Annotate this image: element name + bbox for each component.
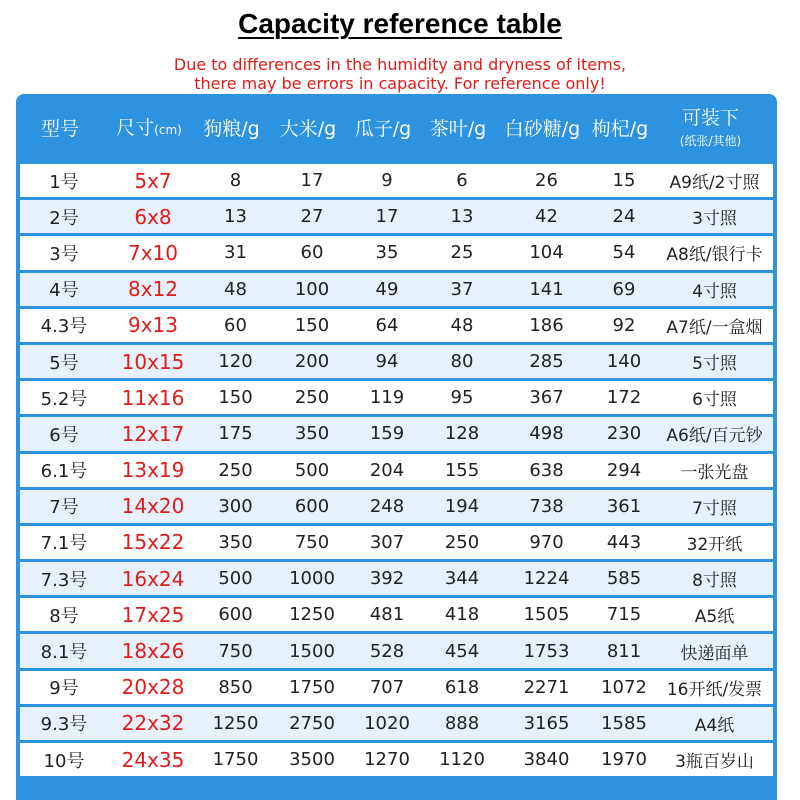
capacity-cell: 1750 bbox=[289, 676, 335, 698]
header-label: 枸杞/g bbox=[591, 118, 649, 140]
model-cell: 8号 bbox=[49, 605, 79, 627]
header-unit: (cm) bbox=[154, 123, 182, 137]
header-sublabel: (纸张/其他) bbox=[679, 133, 742, 148]
capacity-cell: 707 bbox=[369, 676, 405, 698]
capacity-cell: 344 bbox=[444, 568, 480, 590]
fits-cell: A4纸 bbox=[694, 715, 735, 736]
model-cell: 1号 bbox=[49, 171, 79, 193]
capacity-cell: 140 bbox=[606, 351, 642, 373]
capacity-cell: 600 bbox=[294, 495, 330, 517]
capacity-cell: 42 bbox=[535, 206, 558, 228]
header-cell bbox=[588, 94, 652, 164]
capacity-cell: 618 bbox=[444, 676, 480, 698]
table-row bbox=[20, 598, 773, 634]
size-cell: 11x16 bbox=[121, 385, 185, 410]
capacity-cell: 250 bbox=[444, 531, 480, 553]
capacity-cell: 49 bbox=[375, 278, 399, 300]
capacity-cell: 150 bbox=[294, 314, 330, 336]
capacity-cell: 13 bbox=[450, 206, 474, 228]
fits-cell: A7纸/一盒烟 bbox=[666, 317, 763, 338]
capacity-cell: 155 bbox=[444, 459, 480, 481]
capacity-table bbox=[16, 94, 777, 800]
capacity-cell: 1000 bbox=[289, 568, 335, 590]
capacity-cell: 94 bbox=[375, 351, 399, 373]
header-label: 可装下 bbox=[681, 106, 739, 129]
capacity-cell: 250 bbox=[218, 459, 253, 481]
size-cell: 24x35 bbox=[121, 747, 185, 772]
header-label: 瓜子/g bbox=[354, 118, 412, 140]
header-cell bbox=[269, 94, 347, 164]
capacity-cell: 361 bbox=[606, 495, 642, 517]
capacity-cell: 250 bbox=[294, 387, 330, 409]
model-cell: 2号 bbox=[49, 207, 79, 229]
capacity-cell: 13 bbox=[224, 206, 247, 228]
capacity-cell: 25 bbox=[450, 242, 474, 264]
table-row bbox=[20, 707, 773, 743]
capacity-cell: 3840 bbox=[523, 749, 570, 771]
header-cell bbox=[652, 94, 769, 164]
header-label: 茶叶/g bbox=[429, 118, 487, 140]
title-text: Capacity reference table bbox=[238, 8, 562, 39]
table-body bbox=[20, 164, 773, 779]
header-cell bbox=[497, 94, 588, 164]
capacity-cell: 8 bbox=[229, 170, 242, 192]
capacity-cell: 248 bbox=[369, 495, 405, 517]
fits-cell: 16开纸/发票 bbox=[666, 679, 763, 700]
capacity-cell: 200 bbox=[294, 351, 330, 373]
size-cell: 18x26 bbox=[121, 639, 185, 664]
fits-cell: 32开纸 bbox=[686, 534, 743, 555]
capacity-cell: 2750 bbox=[289, 712, 335, 734]
header-label-group bbox=[116, 118, 182, 140]
size-cell: 14x20 bbox=[121, 494, 185, 519]
capacity-cell: 2271 bbox=[523, 676, 570, 698]
fits-cell: 一张光盘 bbox=[680, 462, 749, 483]
table-row bbox=[20, 309, 773, 345]
capacity-cell: 1270 bbox=[364, 749, 410, 771]
capacity-cell: 100 bbox=[294, 278, 330, 300]
capacity-cell: 294 bbox=[606, 459, 642, 481]
capacity-cell: 811 bbox=[606, 640, 642, 662]
capacity-cell: 1753 bbox=[523, 640, 570, 662]
size-cell: 12x17 bbox=[121, 421, 185, 446]
capacity-cell: 3500 bbox=[289, 749, 335, 771]
model-cell: 9.3号 bbox=[40, 714, 88, 736]
capacity-cell: 26 bbox=[535, 170, 558, 192]
capacity-cell: 350 bbox=[218, 531, 253, 553]
capacity-cell: 1750 bbox=[212, 749, 259, 771]
model-cell: 3号 bbox=[49, 243, 79, 265]
header-cell bbox=[16, 94, 104, 164]
size-cell: 16x24 bbox=[121, 566, 185, 591]
capacity-cell: 17 bbox=[375, 206, 399, 228]
capacity-cell: 638 bbox=[529, 459, 564, 481]
model-cell: 7号 bbox=[49, 497, 79, 519]
capacity-cell: 6 bbox=[456, 170, 468, 192]
capacity-cell: 500 bbox=[294, 459, 330, 481]
capacity-cell: 48 bbox=[224, 278, 247, 300]
header-cell bbox=[347, 94, 419, 164]
model-cell: 5号 bbox=[49, 352, 79, 374]
size-cell: 10x15 bbox=[121, 349, 185, 374]
fits-cell: 快递面单 bbox=[680, 643, 749, 664]
table-row bbox=[20, 417, 773, 453]
table-row bbox=[20, 526, 773, 562]
capacity-cell: 350 bbox=[294, 423, 330, 445]
fits-cell: 8寸照 bbox=[692, 571, 737, 592]
disclaimer bbox=[0, 55, 800, 93]
capacity-cell: 175 bbox=[218, 423, 253, 445]
model-cell: 8.1号 bbox=[40, 642, 88, 664]
model-cell: 6.1号 bbox=[40, 461, 88, 483]
capacity-cell: 1250 bbox=[212, 712, 259, 734]
header-label: 大米/g bbox=[279, 118, 337, 140]
capacity-cell: 285 bbox=[529, 351, 564, 373]
capacity-cell: 3165 bbox=[523, 712, 570, 734]
table-row bbox=[20, 634, 773, 670]
model-cell: 7.3号 bbox=[40, 569, 88, 591]
capacity-cell: 1120 bbox=[439, 749, 485, 771]
fits-cell: 4寸照 bbox=[692, 281, 737, 302]
capacity-cell: 392 bbox=[369, 568, 405, 590]
fits-cell: 7寸照 bbox=[692, 498, 737, 519]
fits-cell: 6寸照 bbox=[692, 390, 737, 411]
capacity-cell: 1500 bbox=[289, 640, 335, 662]
capacity-cell: 418 bbox=[444, 604, 480, 626]
capacity-cell: 230 bbox=[606, 423, 642, 445]
capacity-cell: 970 bbox=[529, 531, 564, 553]
capacity-cell: 186 bbox=[529, 314, 564, 336]
size-cell: 20x28 bbox=[121, 675, 185, 700]
model-cell: 6号 bbox=[49, 424, 79, 446]
capacity-cell: 1072 bbox=[601, 676, 647, 698]
capacity-cell: 498 bbox=[529, 423, 564, 445]
capacity-cell: 9 bbox=[381, 170, 393, 192]
size-cell: 22x32 bbox=[121, 711, 185, 736]
fits-cell: A5纸 bbox=[694, 607, 735, 628]
table-row bbox=[20, 743, 773, 779]
header-cell bbox=[419, 94, 497, 164]
model-cell: 4.3号 bbox=[40, 316, 88, 338]
capacity-cell: 1250 bbox=[289, 604, 335, 626]
capacity-cell: 119 bbox=[369, 387, 405, 409]
header-label: 型号 bbox=[40, 118, 79, 140]
capacity-cell: 738 bbox=[529, 495, 564, 517]
capacity-cell: 585 bbox=[606, 568, 642, 590]
model-cell: 10号 bbox=[43, 750, 85, 772]
size-cell: 15x22 bbox=[121, 530, 185, 555]
capacity-cell: 1020 bbox=[364, 712, 410, 734]
capacity-cell: 92 bbox=[612, 314, 636, 336]
table-row bbox=[20, 381, 773, 417]
capacity-cell: 850 bbox=[218, 676, 253, 698]
capacity-cell: 367 bbox=[529, 387, 564, 409]
capacity-cell: 54 bbox=[612, 242, 636, 264]
table-header bbox=[16, 94, 777, 164]
size-cell: 5x7 bbox=[134, 168, 172, 193]
size-cell: 17x25 bbox=[121, 602, 185, 627]
table-row bbox=[20, 273, 773, 309]
capacity-cell: 528 bbox=[369, 640, 405, 662]
size-cell: 8x12 bbox=[127, 277, 178, 302]
table-row bbox=[20, 236, 773, 272]
table-row bbox=[20, 562, 773, 598]
header-label: 狗粮/g bbox=[203, 118, 260, 140]
capacity-cell: 750 bbox=[294, 531, 330, 553]
header-label: 尺寸 bbox=[116, 117, 155, 139]
capacity-cell: 150 bbox=[218, 387, 253, 409]
capacity-cell: 95 bbox=[450, 387, 474, 409]
capacity-cell: 750 bbox=[218, 640, 253, 662]
capacity-cell: 159 bbox=[369, 423, 405, 445]
model-cell: 4号 bbox=[49, 280, 79, 302]
fits-cell: 5寸照 bbox=[692, 354, 737, 375]
capacity-cell: 600 bbox=[218, 604, 253, 626]
capacity-cell: 204 bbox=[369, 459, 405, 481]
capacity-cell: 17 bbox=[300, 170, 324, 192]
capacity-cell: 128 bbox=[444, 423, 480, 445]
capacity-cell: 1505 bbox=[523, 604, 570, 626]
capacity-cell: 15 bbox=[612, 170, 636, 192]
capacity-cell: 64 bbox=[375, 314, 399, 336]
capacity-cell: 31 bbox=[224, 242, 247, 264]
capacity-cell: 1585 bbox=[601, 712, 647, 734]
model-cell: 9号 bbox=[49, 678, 79, 700]
table-row bbox=[20, 345, 773, 381]
table-row bbox=[20, 490, 773, 526]
size-cell: 13x19 bbox=[121, 458, 185, 483]
fits-cell: A6纸/百元钞 bbox=[666, 426, 763, 447]
capacity-cell: 69 bbox=[612, 278, 636, 300]
capacity-cell: 300 bbox=[218, 495, 253, 517]
table-row bbox=[20, 454, 773, 490]
capacity-cell: 1224 bbox=[523, 568, 570, 590]
capacity-cell: 500 bbox=[218, 568, 253, 590]
capacity-cell: 60 bbox=[300, 242, 324, 264]
capacity-cell: 715 bbox=[606, 604, 642, 626]
model-cell: 5.2号 bbox=[40, 388, 88, 410]
size-cell: 7x10 bbox=[127, 240, 178, 265]
capacity-cell: 1970 bbox=[601, 749, 647, 771]
header-label: 白砂糖/g bbox=[504, 118, 581, 140]
fits-cell: 3瓶百岁山 bbox=[675, 752, 754, 773]
capacity-cell: 194 bbox=[444, 495, 480, 517]
capacity-cell: 104 bbox=[529, 242, 564, 264]
capacity-cell: 35 bbox=[375, 242, 399, 264]
size-cell: 6x8 bbox=[134, 204, 172, 229]
capacity-cell: 454 bbox=[444, 640, 480, 662]
fits-cell: A8纸/银行卡 bbox=[666, 245, 763, 266]
table-row bbox=[20, 671, 773, 707]
size-cell: 9x13 bbox=[127, 313, 178, 338]
table-row bbox=[20, 200, 773, 236]
disclaimer-line-1: Due to differences in the humidity and dryness of items, bbox=[173, 55, 627, 74]
capacity-cell: 172 bbox=[606, 387, 642, 409]
page-title bbox=[0, 8, 800, 40]
fits-cell: A9纸/2寸照 bbox=[669, 173, 760, 194]
capacity-cell: 481 bbox=[369, 604, 405, 626]
model-cell: 7.1号 bbox=[40, 533, 88, 555]
capacity-cell: 120 bbox=[218, 351, 253, 373]
capacity-cell: 80 bbox=[450, 351, 474, 373]
capacity-cell: 48 bbox=[450, 314, 474, 336]
capacity-cell: 60 bbox=[224, 314, 247, 336]
header-cell bbox=[104, 94, 194, 164]
capacity-cell: 443 bbox=[606, 531, 642, 553]
capacity-cell: 307 bbox=[369, 531, 405, 553]
capacity-cell: 888 bbox=[444, 712, 480, 734]
fits-cell: 3寸照 bbox=[692, 209, 737, 230]
header-cell bbox=[194, 94, 269, 164]
capacity-cell: 37 bbox=[450, 278, 474, 300]
table-row bbox=[20, 164, 773, 200]
disclaimer-line-2: there may be errors in capacity. For reference only! bbox=[194, 74, 606, 93]
capacity-cell: 24 bbox=[612, 206, 636, 228]
capacity-cell: 27 bbox=[300, 206, 324, 228]
capacity-cell: 141 bbox=[529, 278, 564, 300]
